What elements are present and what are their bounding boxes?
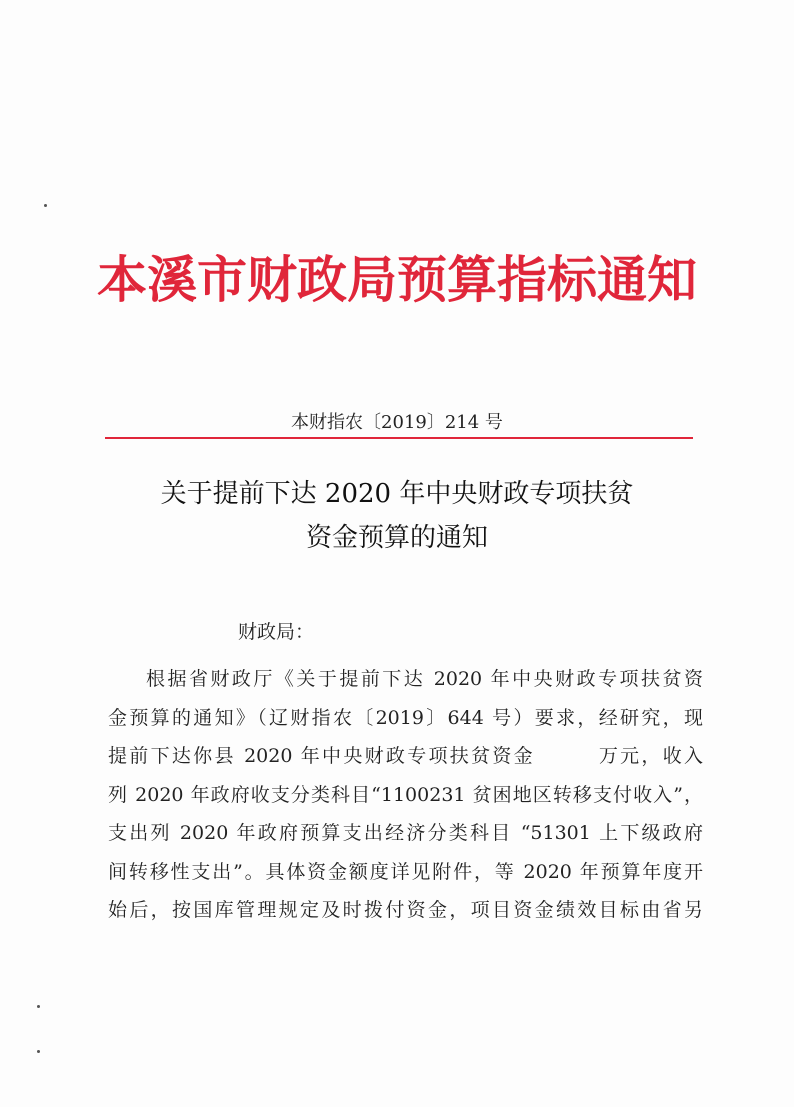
scan-mark — [37, 1050, 40, 1053]
document-title — [0, 472, 794, 560]
red-divider-rule — [105, 437, 693, 439]
body-line: 支出列 2020 年政府预算支出经济分类科目 “51301 上下级政府 — [108, 822, 703, 844]
document-masthead: 本溪市财政局预算指标通知 — [97, 251, 697, 309]
body-line: 列 2020 年政府收支分类科目“1100231 贫困地区转移支付收入”， — [108, 783, 703, 806]
addressee: 财政局： — [238, 621, 315, 643]
document-number: 本财指农〔2019〕214 号 — [291, 412, 503, 433]
title-line: 关于提前下达 2020 年中央财政专项扶贫 — [160, 479, 634, 509]
body-line: 间转移性支出”。具体资金额度详见附件，等 2020 年预算年度开 — [108, 860, 703, 883]
title-line: 资金预算的通知 — [305, 523, 488, 553]
body-line: 金预算的通知》（辽财指农〔2019〕644 号）要求，经研究，现 — [108, 706, 703, 729]
body-line: 根据省财政厅《关于提前下达 2020 年中央财政专项扶贫资 — [146, 668, 703, 690]
body-line: 始后，按国库管理规定及时拨付资金，项目资金绩效目标由省另 — [108, 899, 703, 921]
scan-mark — [44, 204, 47, 207]
scan-mark — [37, 1005, 40, 1008]
body-paragraph — [108, 660, 703, 930]
body-line: 提前下达你县 2020 年中央财政专项扶贫资金 万元，收入 — [108, 745, 703, 767]
